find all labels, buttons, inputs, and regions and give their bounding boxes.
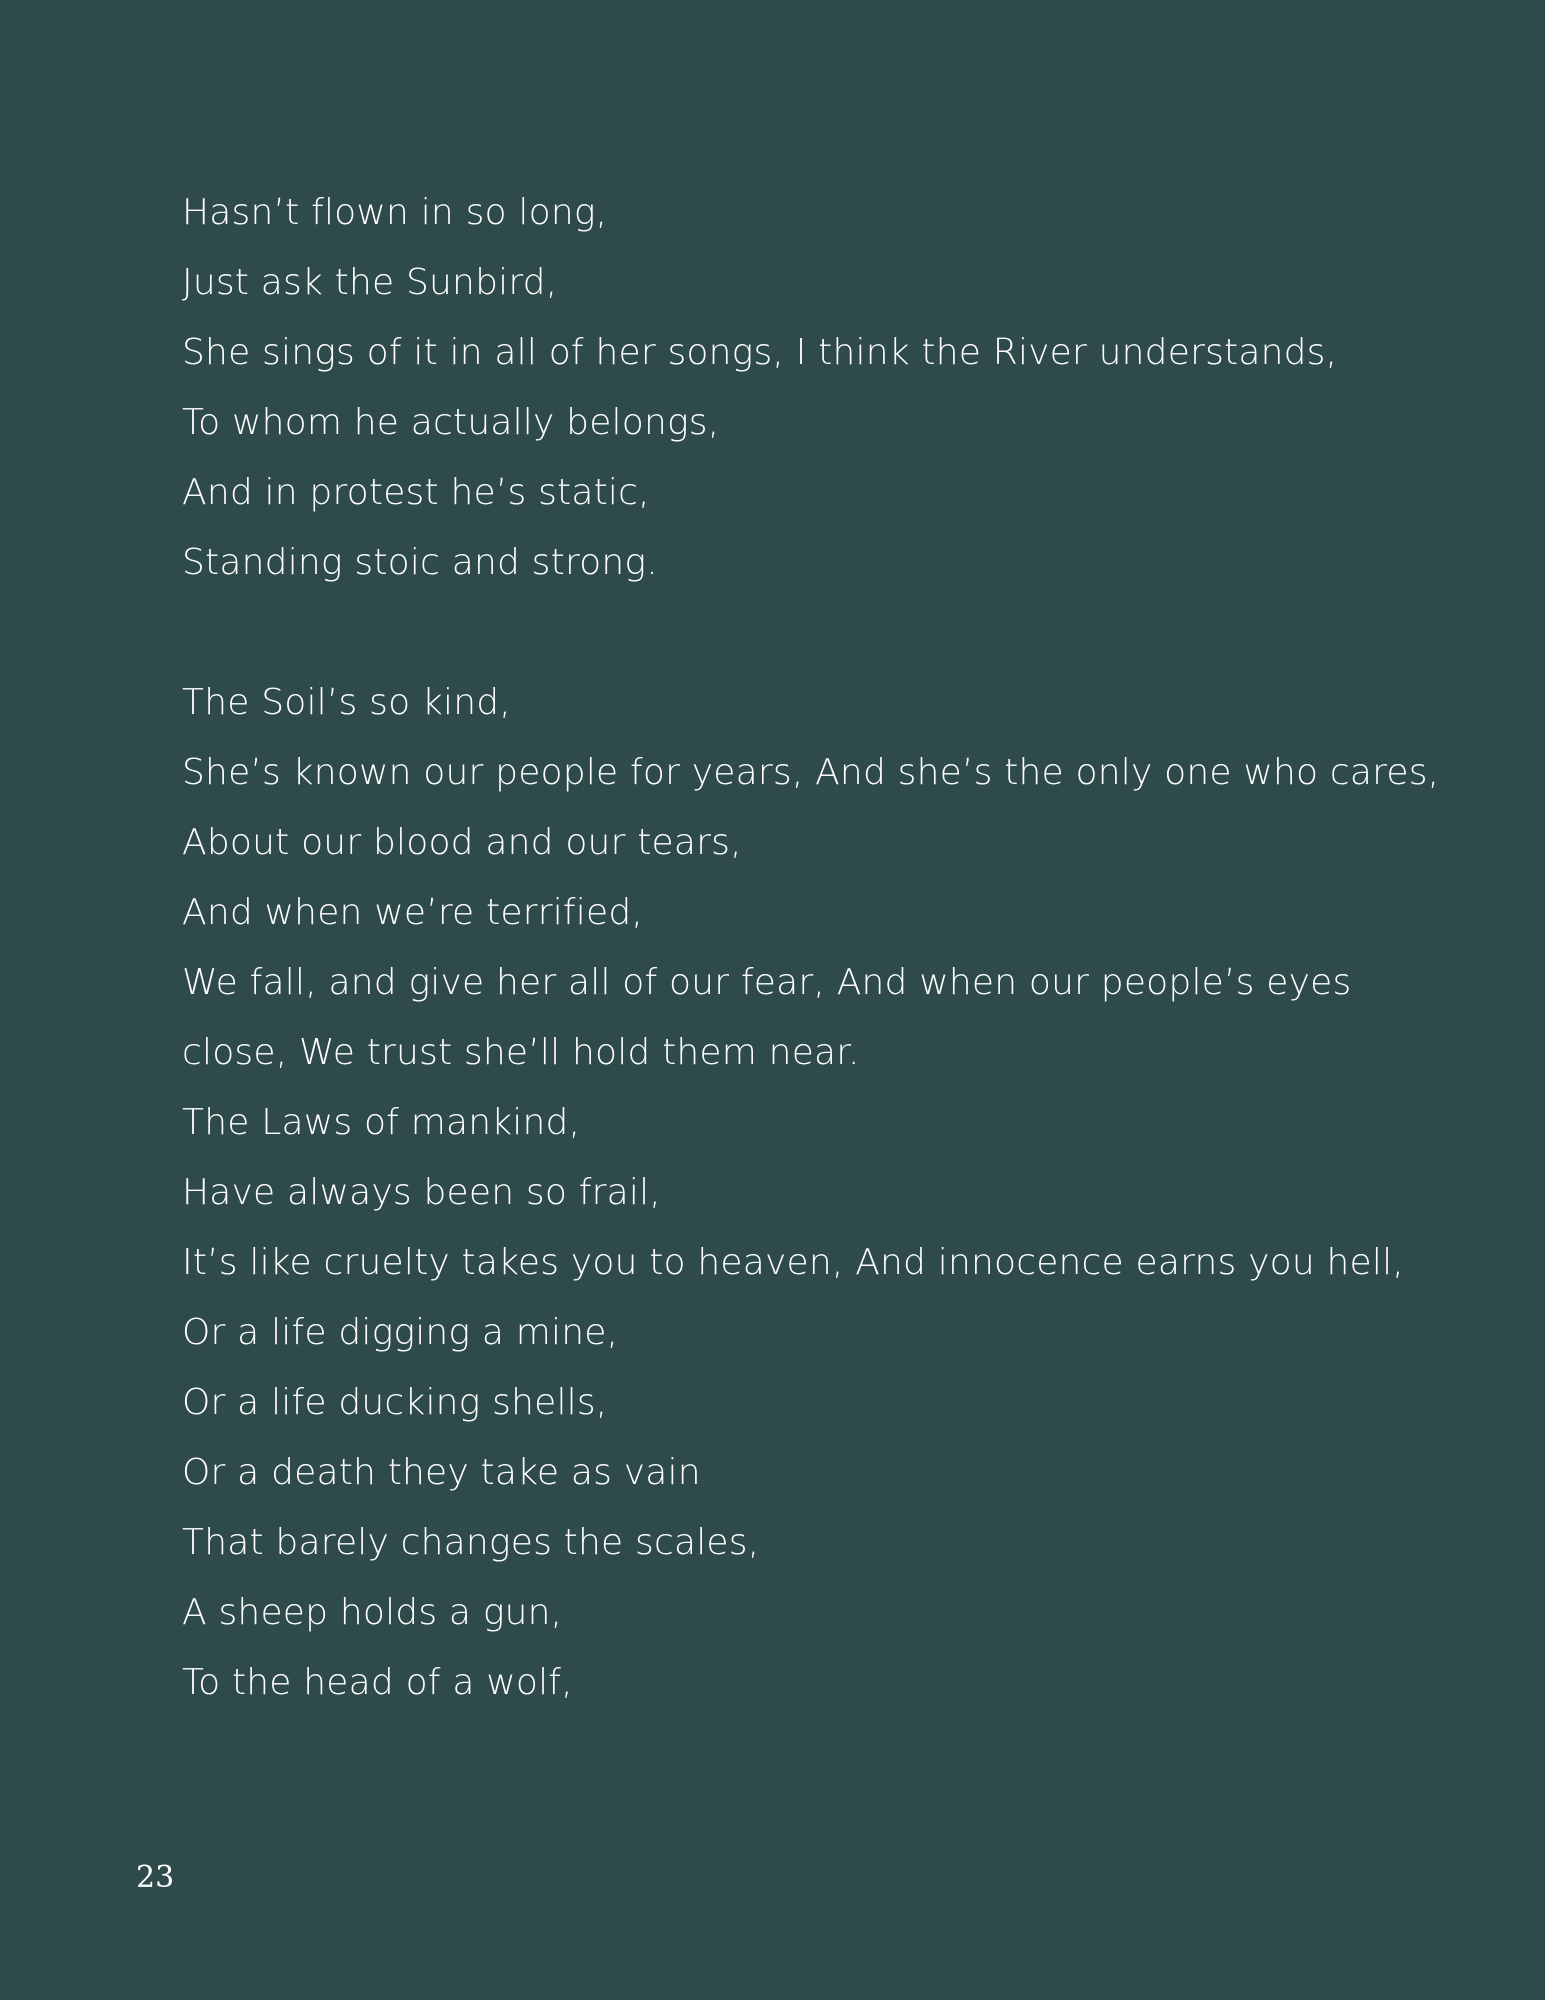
- poem-line: And in protest he’s static,: [182, 472, 650, 513]
- poem-line: About our blood and our tears,: [182, 822, 742, 863]
- poem-line: The Soil’s so kind,: [182, 682, 511, 723]
- poem-line: Or a death they take as vain: [182, 1452, 701, 1493]
- poem-line: It’s like cruelty takes you to heaven, And innocence earns you hell,: [182, 1242, 1404, 1283]
- poem-line: To the head of a wolf,: [182, 1662, 573, 1703]
- poem-line: Or a life digging a mine,: [182, 1312, 619, 1353]
- poem-line: Hasn’t flown in so long,: [182, 192, 608, 233]
- page-number: 23: [136, 1860, 175, 1895]
- poem-line: She sings of it in all of her songs, I think the River understands,: [182, 332, 1338, 373]
- poem-body: [182, 178, 1462, 1718]
- poem-line: Just ask the Sunbird,: [182, 262, 558, 303]
- poem-line: To whom he actually belongs,: [182, 402, 720, 443]
- poem-line: That barely changes the scales,: [182, 1522, 760, 1563]
- poem-line: close, We trust she’ll hold them near.: [182, 1032, 860, 1073]
- stanza-2: [182, 668, 1462, 1718]
- poem-line: The Laws of mankind,: [182, 1102, 581, 1143]
- stanza-1: [182, 178, 1462, 598]
- poem-line: She’s known our people for years, And she’s the only one who cares,: [182, 752, 1440, 793]
- poem-line: Have always been so frail,: [182, 1172, 661, 1213]
- poem-line: A sheep holds a gun,: [182, 1592, 563, 1633]
- poem-line: We fall, and give her all of our fear, And when our people’s eyes: [182, 962, 1352, 1003]
- poem-line: Or a life ducking shells,: [182, 1382, 608, 1423]
- poem-line: Standing stoic and strong.: [182, 542, 658, 583]
- poem-line: And when we’re terrified,: [182, 892, 644, 933]
